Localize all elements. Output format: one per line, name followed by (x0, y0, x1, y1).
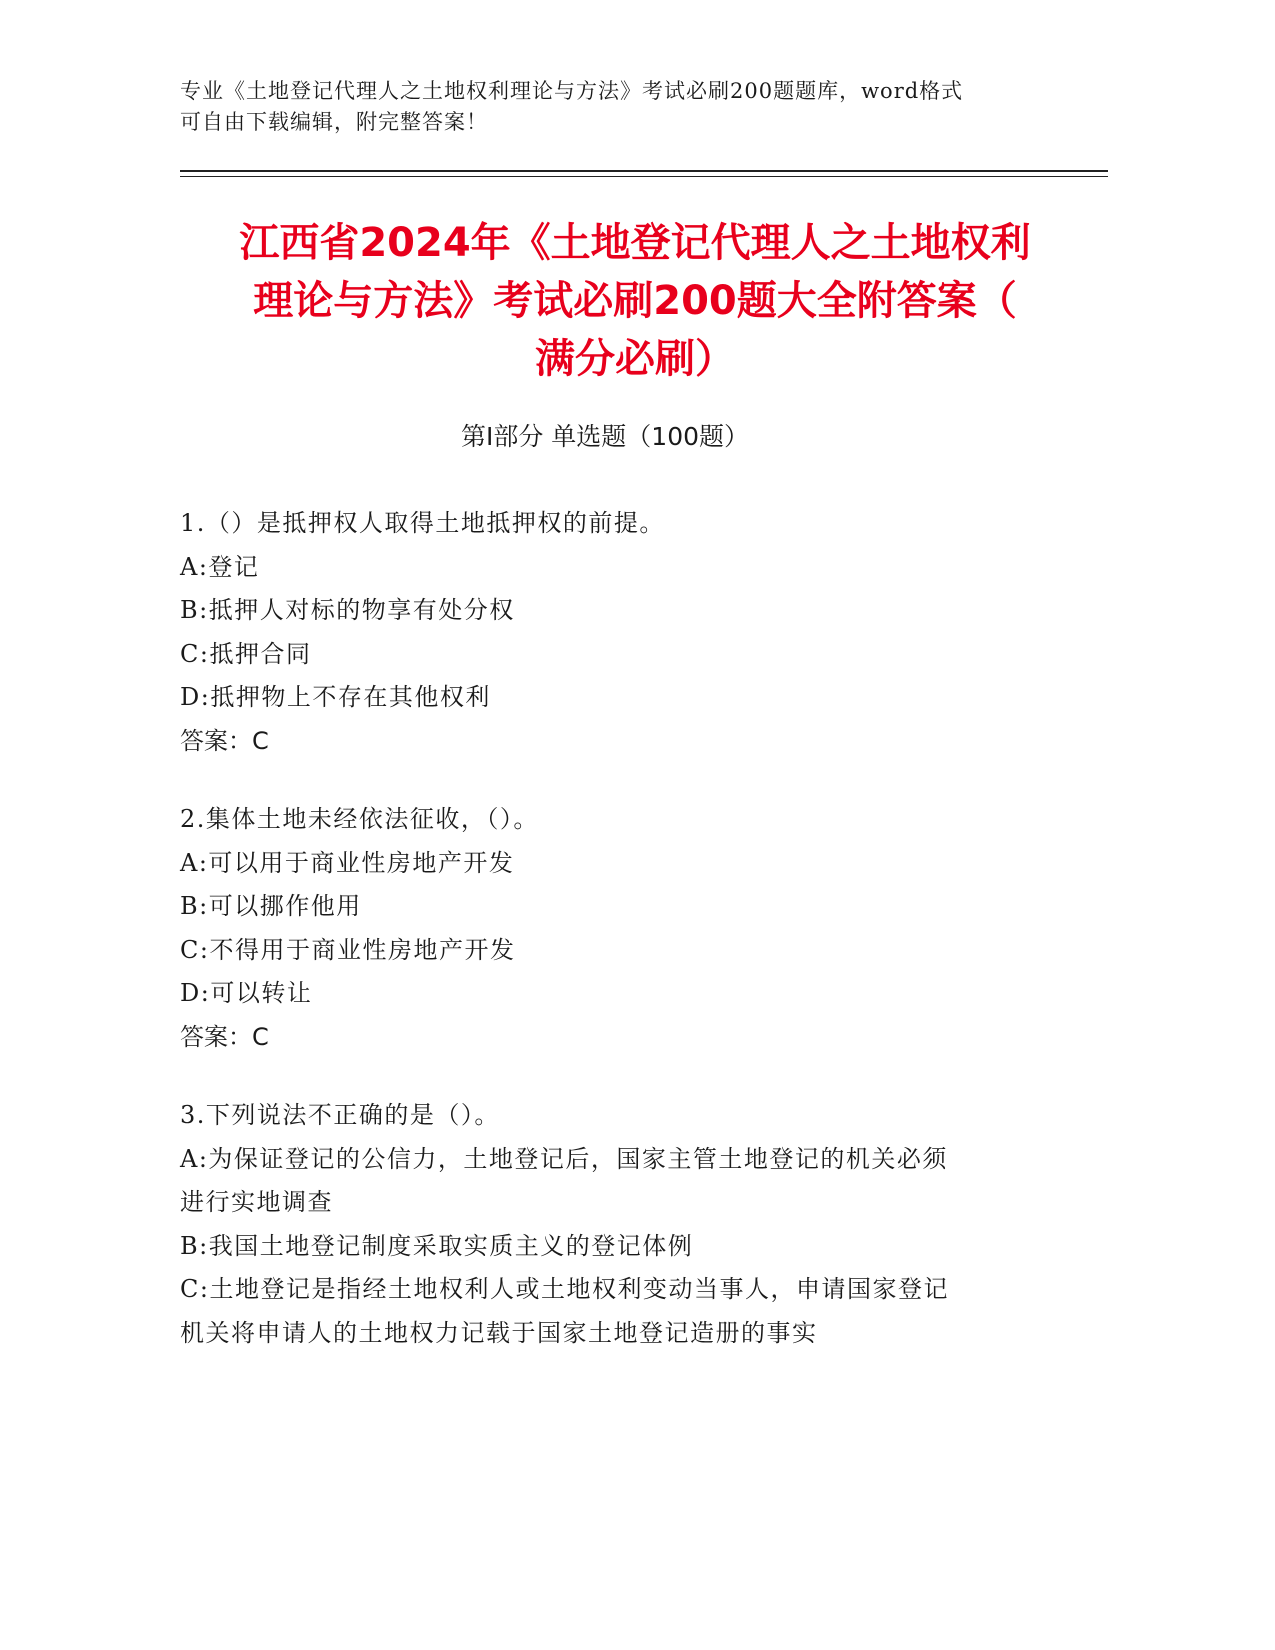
section-title: 第Ⅰ部分 单选题（100题） (460, 422, 750, 451)
question-stem: 3.下列说法不正确的是（）。 (180, 1101, 500, 1129)
answer: 答案：C (180, 726, 269, 755)
option-c-continued: 机关将申请人的土地权力记载于国家土地登记造册的事实 (180, 1318, 818, 1347)
title-line-2: 理论与方法》考试必刷200题大全附答案（ (253, 278, 1017, 324)
header-note-line-1: 专业《土地登记代理人之土地权利理论与方法》考试必刷200题题库，word格式 (180, 79, 964, 103)
option-b: B:抵押人对标的物享有处分权 (180, 596, 515, 624)
header-divider-thin (180, 176, 1108, 177)
option-b: B:我国土地登记制度采取实质主义的登记体例 (180, 1231, 694, 1260)
question-1 (180, 502, 1040, 763)
option-d: D:可以转让 (180, 979, 313, 1007)
title-line-3: 满分必刷） (535, 336, 735, 382)
answer: 答案：C (180, 1022, 269, 1051)
question-stem: 2.集体土地未经依法征收，（）。 (180, 805, 539, 833)
option-c: C:不得用于商业性房地产开发 (180, 935, 516, 964)
option-d: D:抵押物上不存在其他权利 (180, 683, 491, 711)
option-c: C:土地登记是指经土地权利人或土地权利变动当事人，申请国家登记 (180, 1275, 949, 1303)
option-c: C:抵押合同 (180, 639, 312, 668)
question-list (180, 502, 1040, 1390)
document-title (160, 214, 1110, 388)
title-line-1: 江西省2024年《土地登记代理人之土地权利 (239, 220, 1031, 266)
header-note-line-2: 可自由下载编辑，附完整答案！ (180, 110, 488, 134)
question-3 (180, 1094, 1040, 1355)
question-2 (180, 798, 1040, 1059)
header-note (180, 76, 1060, 138)
option-a: A:登记 (180, 552, 260, 581)
option-a: A:可以用于商业性房地产开发 (180, 848, 515, 877)
option-b: B:可以挪作他用 (180, 892, 362, 920)
option-a-continued: 进行实地调查 (180, 1188, 333, 1216)
option-a: A:为保证登记的公信力，土地登记后，国家主管土地登记的机关必须 (180, 1144, 948, 1173)
header-divider-thick (180, 170, 1108, 172)
question-stem: 1.（）是抵押权人取得土地抵押权的前提。 (180, 509, 665, 537)
